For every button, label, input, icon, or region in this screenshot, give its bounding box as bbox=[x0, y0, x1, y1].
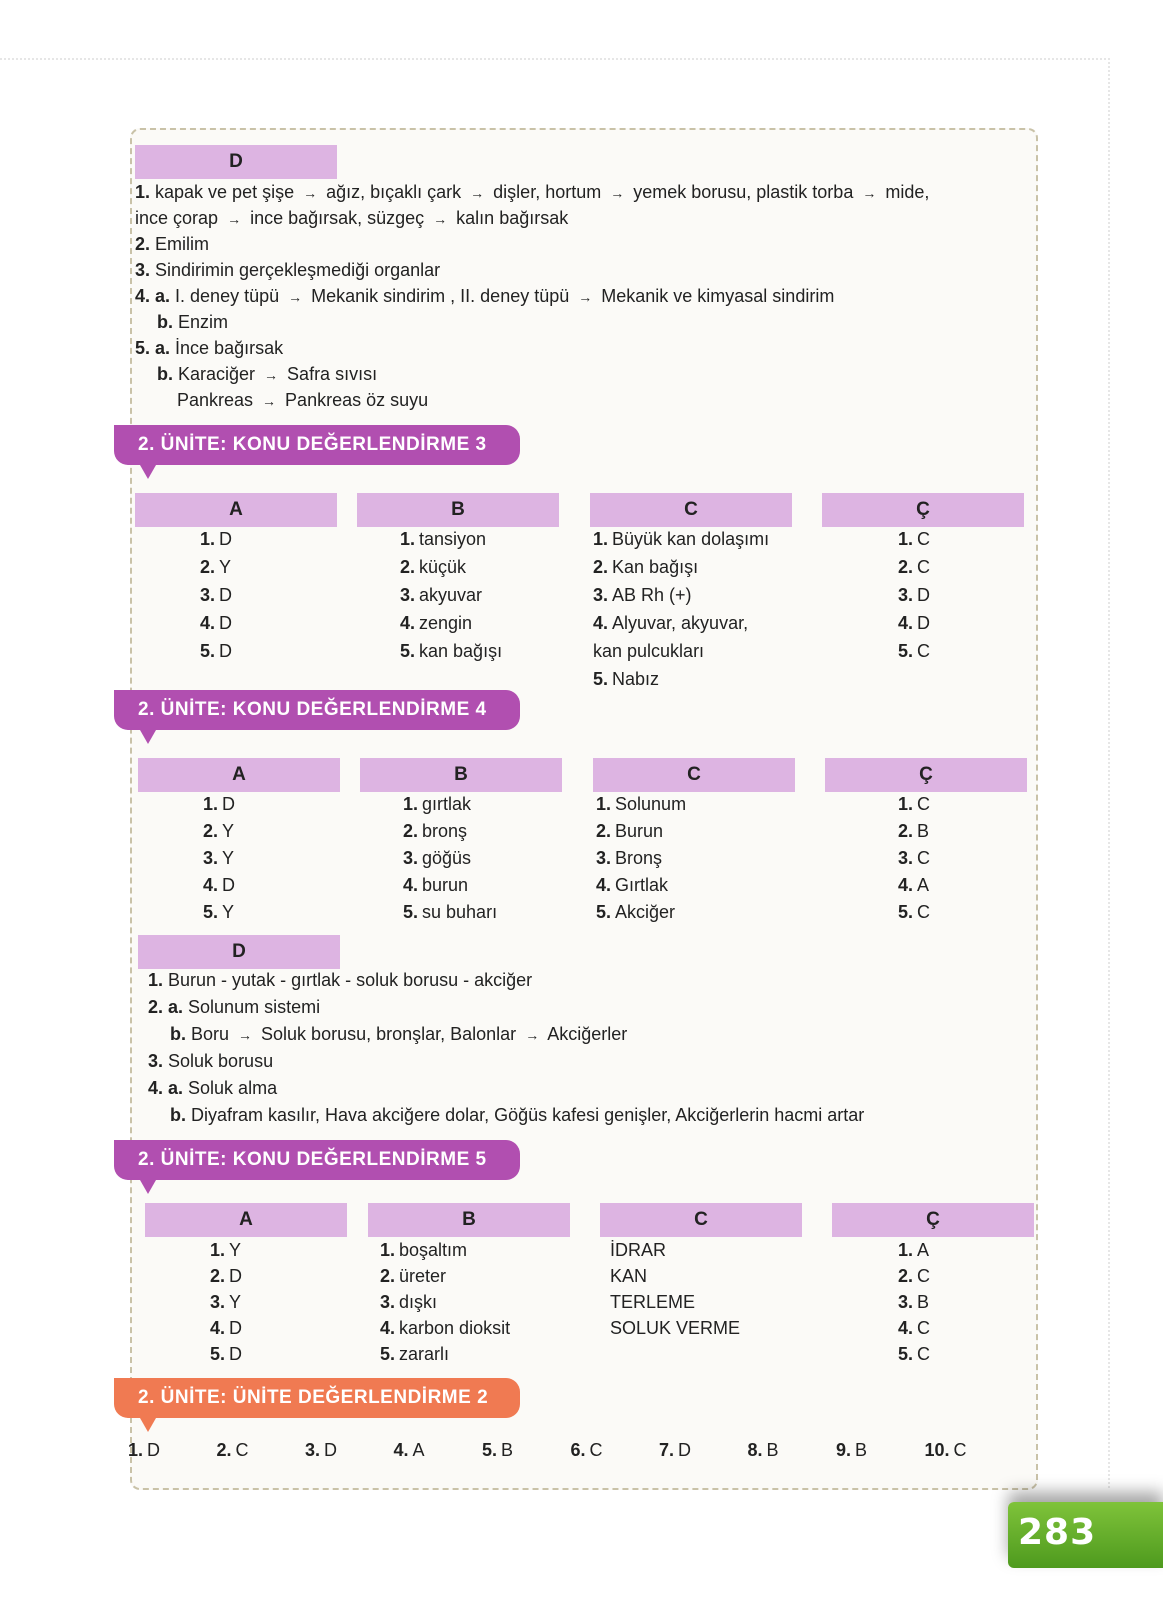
item-text: boşaltım bbox=[399, 1240, 468, 1260]
item-number: 3. bbox=[898, 585, 914, 605]
answer-item bbox=[596, 845, 686, 872]
final-answer bbox=[748, 1440, 779, 1461]
answer-item bbox=[200, 581, 232, 609]
item-number: 10. bbox=[924, 1440, 950, 1460]
item-text: D bbox=[219, 641, 233, 661]
item-text: D bbox=[917, 613, 931, 633]
item-number: 5. bbox=[210, 1344, 226, 1364]
answer-item bbox=[610, 1237, 740, 1263]
answer-item bbox=[200, 525, 232, 553]
answer-item bbox=[898, 581, 930, 609]
answer-item bbox=[400, 637, 502, 665]
item-text: burun bbox=[422, 875, 469, 895]
answer-item bbox=[898, 1289, 930, 1315]
item-number: 5. bbox=[593, 669, 609, 689]
column-header-3: C bbox=[590, 493, 792, 527]
item-text: Kan bağışı bbox=[612, 557, 699, 577]
item-number: 3. bbox=[898, 848, 914, 868]
item-text: C bbox=[917, 1266, 931, 1286]
answer-item bbox=[400, 553, 502, 581]
answer-item bbox=[203, 899, 235, 926]
answer-item bbox=[400, 609, 502, 637]
answer-column bbox=[898, 1237, 930, 1367]
column-header-2: B bbox=[360, 758, 562, 792]
item-number: 2. bbox=[898, 557, 914, 577]
item-number: 3. bbox=[200, 585, 216, 605]
arrow-icon: → bbox=[262, 393, 277, 409]
item-text: Boru → Soluk borusu, bronşlar, Balonlar → Akciğerler bbox=[191, 1024, 628, 1044]
arrow-icon: → bbox=[238, 1027, 253, 1043]
item-text: karbon dioksit bbox=[399, 1318, 511, 1338]
item-text: D bbox=[917, 585, 931, 605]
final-answer bbox=[217, 1440, 249, 1461]
answer-line bbox=[135, 284, 834, 309]
item-text: C bbox=[917, 641, 931, 661]
answer-item bbox=[898, 1315, 930, 1341]
item-number: 4. bbox=[898, 613, 914, 633]
item-text: C bbox=[917, 1344, 931, 1364]
item-number: 3. bbox=[593, 585, 609, 605]
page-border-top bbox=[0, 58, 1110, 60]
item-number: 2. bbox=[898, 1266, 914, 1286]
item-text: Soluk borusu bbox=[168, 1051, 274, 1071]
arrow-icon: → bbox=[288, 289, 303, 305]
item-number: 4. bbox=[596, 875, 612, 895]
answer-item bbox=[610, 1289, 740, 1315]
item-number: 1. bbox=[203, 794, 219, 814]
item-number: 5. bbox=[898, 1344, 914, 1364]
arrow-icon: → bbox=[578, 289, 593, 305]
answer-item bbox=[380, 1289, 510, 1315]
item-number: 3. bbox=[305, 1440, 321, 1460]
item-number: 8. bbox=[747, 1440, 763, 1460]
item-text: Y bbox=[222, 902, 235, 922]
item-text: Büyük kan dolaşımı bbox=[612, 529, 770, 549]
item-number: 1. bbox=[128, 1440, 144, 1460]
answer-item bbox=[200, 553, 232, 581]
item-number: 1. bbox=[200, 529, 216, 549]
item-text: SOLUK VERME bbox=[610, 1318, 741, 1338]
item-text: C bbox=[917, 529, 931, 549]
item-number: 2. bbox=[200, 557, 216, 577]
answer-item bbox=[380, 1341, 510, 1367]
item-number: 4. bbox=[203, 875, 219, 895]
item-text: C bbox=[589, 1440, 603, 1460]
answer-line bbox=[135, 258, 440, 282]
final-answer bbox=[571, 1440, 603, 1461]
item-text: Karaciğer → Safra sıvısı bbox=[178, 364, 378, 384]
arrow-icon: → bbox=[610, 185, 625, 201]
item-number: 2. bbox=[403, 821, 419, 841]
answer-item bbox=[898, 1263, 930, 1289]
item-number: 1. bbox=[403, 794, 419, 814]
answer-line bbox=[157, 310, 228, 334]
arrow-icon: → bbox=[525, 1027, 540, 1043]
item-text: Nabız bbox=[612, 669, 660, 689]
item-text: tansiyon bbox=[419, 529, 487, 549]
answer-column bbox=[898, 791, 930, 926]
answer-item bbox=[400, 525, 502, 553]
answer-item bbox=[593, 553, 769, 581]
answer-item bbox=[593, 665, 769, 693]
item-number: 5. bbox=[482, 1440, 498, 1460]
item-text: göğüs bbox=[422, 848, 472, 868]
answer-item bbox=[380, 1263, 510, 1289]
final-answer bbox=[482, 1440, 513, 1461]
item-text: D bbox=[229, 1266, 243, 1286]
item-text: A bbox=[917, 875, 930, 895]
answer-item bbox=[403, 791, 497, 818]
item-text: ince çorap → ince bağırsak, süzgeç → kalın bağırsak bbox=[135, 208, 569, 228]
answer-item bbox=[210, 1315, 242, 1341]
answer-line bbox=[170, 1022, 627, 1047]
item-text: Y bbox=[229, 1240, 242, 1260]
answer-line bbox=[135, 180, 929, 205]
answer-item bbox=[210, 1289, 242, 1315]
answer-item bbox=[898, 791, 930, 818]
item-number: 3. bbox=[210, 1292, 226, 1312]
item-text: D bbox=[219, 529, 233, 549]
final-answer bbox=[659, 1440, 691, 1461]
item-number: 6. bbox=[570, 1440, 586, 1460]
column-header-1: A bbox=[138, 758, 340, 792]
item-text: C bbox=[235, 1440, 249, 1460]
item-number: 1. bbox=[596, 794, 612, 814]
arrow-icon: → bbox=[470, 185, 485, 201]
item-text: Y bbox=[219, 557, 232, 577]
item-text: C bbox=[917, 794, 931, 814]
item-text: C bbox=[953, 1440, 967, 1460]
item-number: 2. bbox=[210, 1266, 226, 1286]
column-header-2: B bbox=[368, 1203, 570, 1237]
item-number: 9. bbox=[836, 1440, 852, 1460]
item-number: 3. bbox=[380, 1292, 396, 1312]
answer-item bbox=[380, 1315, 510, 1341]
column-header-1: A bbox=[145, 1203, 347, 1237]
answer-item bbox=[898, 609, 930, 637]
column-header-4: Ç bbox=[822, 493, 1024, 527]
answer-line bbox=[157, 362, 377, 387]
item-text: D bbox=[229, 1318, 243, 1338]
answer-line bbox=[148, 995, 320, 1019]
answer-item bbox=[596, 872, 686, 899]
item-text: Sindirimin gerçekleşmediği organlar bbox=[155, 260, 441, 280]
column-header-2: B bbox=[357, 493, 559, 527]
item-number: 2. bbox=[216, 1440, 232, 1460]
item-number: 1. bbox=[380, 1240, 396, 1260]
item-text: D bbox=[324, 1440, 338, 1460]
answer-line bbox=[135, 206, 568, 231]
answer-line bbox=[148, 1076, 277, 1100]
answer-item bbox=[898, 899, 930, 926]
item-number: 4. bbox=[400, 613, 416, 633]
item-number: 4. a. bbox=[135, 286, 176, 306]
unit-4-banner: 2. ÜNİTE: KONU DEĞERLENDİRME 4 bbox=[114, 690, 520, 730]
item-text: zengin bbox=[419, 613, 473, 633]
answer-column bbox=[200, 525, 232, 665]
item-text: D bbox=[678, 1440, 692, 1460]
item-number: 4. bbox=[393, 1440, 409, 1460]
answer-line bbox=[135, 232, 209, 256]
column-header-3: C bbox=[600, 1203, 802, 1237]
answer-line bbox=[135, 336, 283, 360]
answer-item bbox=[596, 899, 686, 926]
answer-item bbox=[203, 791, 235, 818]
item-text: akyuvar bbox=[419, 585, 483, 605]
item-text: Emilim bbox=[155, 234, 210, 254]
answer-item bbox=[403, 818, 497, 845]
section-d-header: D bbox=[135, 145, 337, 179]
unit-review-banner: 2. ÜNİTE: ÜNİTE DEĞERLENDİRME 2 bbox=[114, 1378, 520, 1418]
answer-column bbox=[898, 525, 930, 665]
answer-item bbox=[403, 872, 497, 899]
item-text: D bbox=[219, 613, 233, 633]
item-number: 4. bbox=[403, 875, 419, 895]
answer-item bbox=[898, 845, 930, 872]
answer-item bbox=[210, 1237, 242, 1263]
item-text: D bbox=[219, 585, 233, 605]
arrow-icon: → bbox=[303, 185, 318, 201]
item-number: 5. a. bbox=[135, 338, 176, 358]
item-text: Y bbox=[222, 848, 235, 868]
answer-item bbox=[403, 845, 497, 872]
item-text: D bbox=[147, 1440, 161, 1460]
item-text: İDRAR bbox=[610, 1240, 667, 1260]
answer-item bbox=[610, 1263, 740, 1289]
answer-item bbox=[203, 845, 235, 872]
item-number: 1. bbox=[148, 970, 169, 990]
item-number: 3. bbox=[898, 1292, 914, 1312]
item-text: Y bbox=[222, 821, 235, 841]
item-number: 5. bbox=[400, 641, 416, 661]
item-number: 3. bbox=[403, 848, 419, 868]
answer-item bbox=[898, 872, 930, 899]
arrow-icon: → bbox=[264, 367, 279, 383]
answer-item bbox=[593, 581, 769, 609]
item-text: C bbox=[917, 848, 931, 868]
answer-item bbox=[593, 525, 769, 553]
answer-column bbox=[380, 1237, 510, 1367]
item-text: üreter bbox=[399, 1266, 447, 1286]
arrow-icon: → bbox=[862, 185, 877, 201]
item-number: 2. bbox=[400, 557, 416, 577]
item-text: Diyafram kasılır, Hava akciğere dolar, Göğüs kafesi genişler, Akciğerlerin hacmi artar bbox=[191, 1105, 865, 1125]
item-text: B bbox=[501, 1440, 514, 1460]
item-number: 5. bbox=[380, 1344, 396, 1364]
item-text: C bbox=[917, 557, 931, 577]
item-number: 1. bbox=[898, 529, 914, 549]
item-number: 5. bbox=[898, 641, 914, 661]
item-text: küçük bbox=[419, 557, 467, 577]
unit-5-banner: 2. ÜNİTE: KONU DEĞERLENDİRME 5 bbox=[114, 1140, 520, 1180]
item-number: 2. bbox=[898, 821, 914, 841]
item-number: 2. bbox=[596, 821, 612, 841]
item-number: 4. a. bbox=[148, 1078, 189, 1098]
unit-3-banner: 2. ÜNİTE: KONU DEĞERLENDİRME 3 bbox=[114, 425, 520, 465]
item-text: C bbox=[917, 1318, 931, 1338]
item-number: 3. bbox=[203, 848, 219, 868]
answer-item bbox=[593, 609, 769, 637]
item-text: B bbox=[917, 1292, 930, 1312]
answer-item bbox=[210, 1263, 242, 1289]
item-text: Enzim bbox=[178, 312, 229, 332]
item-number: 5. bbox=[403, 902, 419, 922]
item-text: Solunum sistemi bbox=[188, 997, 321, 1017]
item-number: 2. bbox=[380, 1266, 396, 1286]
item-text: Pankreas → Pankreas öz suyu bbox=[177, 390, 429, 410]
column-header-1: A bbox=[135, 493, 337, 527]
item-number: 5. bbox=[596, 902, 612, 922]
answer-column bbox=[210, 1237, 242, 1367]
item-text: su buharı bbox=[422, 902, 498, 922]
answer-column bbox=[596, 791, 686, 926]
final-answer bbox=[925, 1440, 967, 1461]
answer-line bbox=[170, 1103, 864, 1127]
answer-item bbox=[203, 872, 235, 899]
answer-item bbox=[610, 1315, 740, 1341]
item-number: b. bbox=[157, 312, 178, 332]
item-text: B bbox=[766, 1440, 779, 1460]
column-header-4: Ç bbox=[832, 1203, 1034, 1237]
final-answer bbox=[836, 1440, 867, 1461]
item-number: 4. bbox=[210, 1318, 226, 1338]
answer-item bbox=[596, 818, 686, 845]
item-text: D bbox=[222, 794, 236, 814]
item-text: Burun - yutak - gırtlak - soluk borusu - akciğer bbox=[168, 970, 533, 990]
answer-item bbox=[898, 637, 930, 665]
answer-column bbox=[400, 525, 502, 665]
item-number: 5. bbox=[203, 902, 219, 922]
item-number: 3. bbox=[400, 585, 416, 605]
answer-line bbox=[177, 388, 428, 413]
answer-item bbox=[898, 818, 930, 845]
answer-item bbox=[898, 525, 930, 553]
answer-item bbox=[898, 1341, 930, 1367]
answer-column bbox=[403, 791, 497, 926]
arrow-icon: → bbox=[227, 211, 242, 227]
item-text: kan pulcukları bbox=[593, 641, 705, 661]
item-text: bronş bbox=[422, 821, 468, 841]
item-number: b. bbox=[170, 1105, 191, 1125]
answer-item bbox=[593, 637, 769, 665]
answer-item bbox=[203, 818, 235, 845]
unit-4-d-header: D bbox=[138, 935, 340, 969]
column-header-3: C bbox=[593, 758, 795, 792]
item-number: 4. bbox=[380, 1318, 396, 1338]
item-number: 1. bbox=[898, 794, 914, 814]
item-number: 3. bbox=[135, 260, 156, 280]
item-text: TERLEME bbox=[610, 1292, 696, 1312]
item-text: Bronş bbox=[615, 848, 663, 868]
item-text: D bbox=[229, 1344, 243, 1364]
answer-line bbox=[148, 1049, 273, 1073]
item-text: A bbox=[412, 1440, 425, 1460]
item-number: 4. bbox=[898, 875, 914, 895]
item-text: zararlı bbox=[399, 1344, 450, 1364]
item-number: 2. bbox=[593, 557, 609, 577]
answer-item bbox=[403, 899, 497, 926]
answer-item bbox=[210, 1341, 242, 1367]
item-number: 1. bbox=[898, 1240, 914, 1260]
item-text: I. deney tüpü → Mekanik sindirim , II. deney tüpü → Mekanik ve kimyasal sindirim bbox=[175, 286, 835, 306]
item-number: 7. bbox=[659, 1440, 675, 1460]
item-number: 2. bbox=[203, 821, 219, 841]
item-number: 4. bbox=[593, 613, 609, 633]
answer-item bbox=[200, 637, 232, 665]
item-number: 1. bbox=[593, 529, 609, 549]
item-text: İnce bağırsak bbox=[175, 338, 284, 358]
item-text: KAN bbox=[610, 1266, 648, 1286]
item-text: Gırtlak bbox=[615, 875, 669, 895]
item-number: 1. bbox=[400, 529, 416, 549]
item-number: 3. bbox=[148, 1051, 169, 1071]
item-text: dışkı bbox=[399, 1292, 438, 1312]
arrow-icon: → bbox=[433, 211, 448, 227]
item-number: 5. bbox=[898, 902, 914, 922]
item-number: b. bbox=[157, 364, 178, 384]
item-number: 2. bbox=[135, 234, 156, 254]
item-text: D bbox=[222, 875, 236, 895]
column-header-4: Ç bbox=[825, 758, 1027, 792]
final-answer bbox=[128, 1440, 160, 1461]
page-border-right bbox=[1108, 58, 1110, 1488]
item-text: Solunum bbox=[615, 794, 687, 814]
final-answer bbox=[305, 1440, 337, 1461]
item-text: Soluk alma bbox=[188, 1078, 278, 1098]
item-number: 5. bbox=[200, 641, 216, 661]
item-number: 4. bbox=[200, 613, 216, 633]
item-text: Alyuvar, akyuvar, bbox=[612, 613, 749, 633]
item-number: 2. a. bbox=[148, 997, 189, 1017]
item-text: C bbox=[917, 902, 931, 922]
answer-column bbox=[593, 525, 769, 693]
item-text: Burun bbox=[615, 821, 664, 841]
item-text: kapak ve pet şişe → ağız, bıçaklı çark → dişler, hortum → yemek borusu, plastik torba → mide, bbox=[155, 182, 930, 202]
final-answer bbox=[394, 1440, 425, 1461]
item-number: 3. bbox=[596, 848, 612, 868]
item-text: kan bağışı bbox=[419, 641, 503, 661]
answer-item bbox=[200, 609, 232, 637]
item-number: 1. bbox=[210, 1240, 226, 1260]
item-text: B bbox=[917, 821, 930, 841]
answer-item bbox=[898, 1237, 930, 1263]
item-number: 4. bbox=[898, 1318, 914, 1338]
answer-column bbox=[610, 1237, 740, 1341]
item-text: AB Rh (+) bbox=[612, 585, 692, 605]
item-text: gırtlak bbox=[422, 794, 472, 814]
item-number: b. bbox=[170, 1024, 191, 1044]
item-text: Akciğer bbox=[615, 902, 676, 922]
item-text: Y bbox=[229, 1292, 242, 1312]
answer-item bbox=[898, 553, 930, 581]
answer-line bbox=[148, 968, 532, 992]
answer-item bbox=[596, 791, 686, 818]
answer-item bbox=[400, 581, 502, 609]
answer-column bbox=[203, 791, 235, 926]
answer-item bbox=[380, 1237, 510, 1263]
page-number: 283 bbox=[1018, 1512, 1097, 1553]
item-number: 1. bbox=[135, 182, 156, 202]
item-text: B bbox=[855, 1440, 868, 1460]
item-text: A bbox=[917, 1240, 930, 1260]
